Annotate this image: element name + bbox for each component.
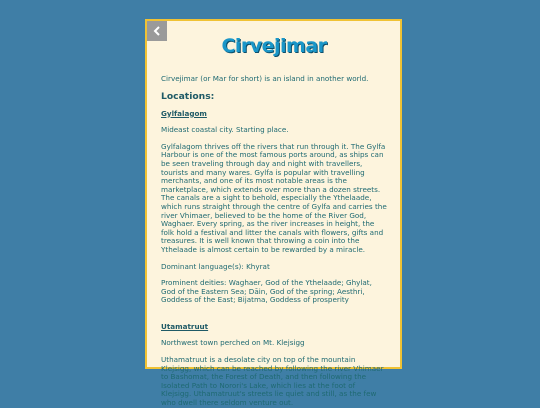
location-description: Gylfalagom thrives off the rivers that run through it. The Gylfa Harbour is one of the most famous ports around, as ships can be seen traveling through day and night with travellers, tourists and many wares. Gylfa is popular with travelling merchants, and one of its most notable areas is the marketplace, which extends over more than a dozen streets. The canals are a sight to behold, especially the Ythelaade, which runs straight through the centre of Gylfa and carries the river Vhimaer, believed to be the home of the River God, Waghaer. Every spring, as the river increases in height, the folk hold a festival and litter the canals with flowers, gifts and treasures. It is well known that throwing a coin into the Ythelaade is almost certain to be rewarded by a miracle.	[161, 141, 387, 254]
logo-text: Cirvejimar	[221, 35, 327, 57]
content-panel	[145, 19, 402, 408]
location-deities: Prominent deities: Waghaer, God of the Ythelaade; Ghylat, God of the Eastern Sea; Dāin, God of the spring; Aesthri, Goddess of the East; Bijatma, Goddess of prosperity	[161, 278, 372, 305]
location-summary: Northwest town perched on Mt. Klejsigg	[161, 338, 305, 348]
location-title-gylfalagom: Gylfalagom	[161, 108, 207, 118]
location-description: Uthamatruut is a desolate city on top of the mountain Klejsigg, which can be reached by following the river Vhimaer to Bashomat, the Forest of Death, and then following the Isolated Path to Norori's Lake, which lies at the foot of Klejsigg. Uthamatruut's streets lie quiet and still, as the few who dwell there seldom venture out.	[161, 355, 384, 408]
site-logo	[161, 21, 387, 68]
intro-text: Cirvejimar (or Mar for short) is an island in another world.	[161, 74, 369, 83]
article-body	[147, 21, 400, 408]
location-languages: Dominant language(s): Khyrat	[161, 261, 270, 271]
locations-heading: Locations:	[161, 90, 215, 102]
location-summary: Mideast coastal city. Starting place.	[161, 125, 289, 135]
location-title-utamatruut: Utamatruut	[161, 321, 209, 331]
back-button[interactable]	[147, 21, 167, 41]
chevron-left-icon	[153, 26, 161, 36]
